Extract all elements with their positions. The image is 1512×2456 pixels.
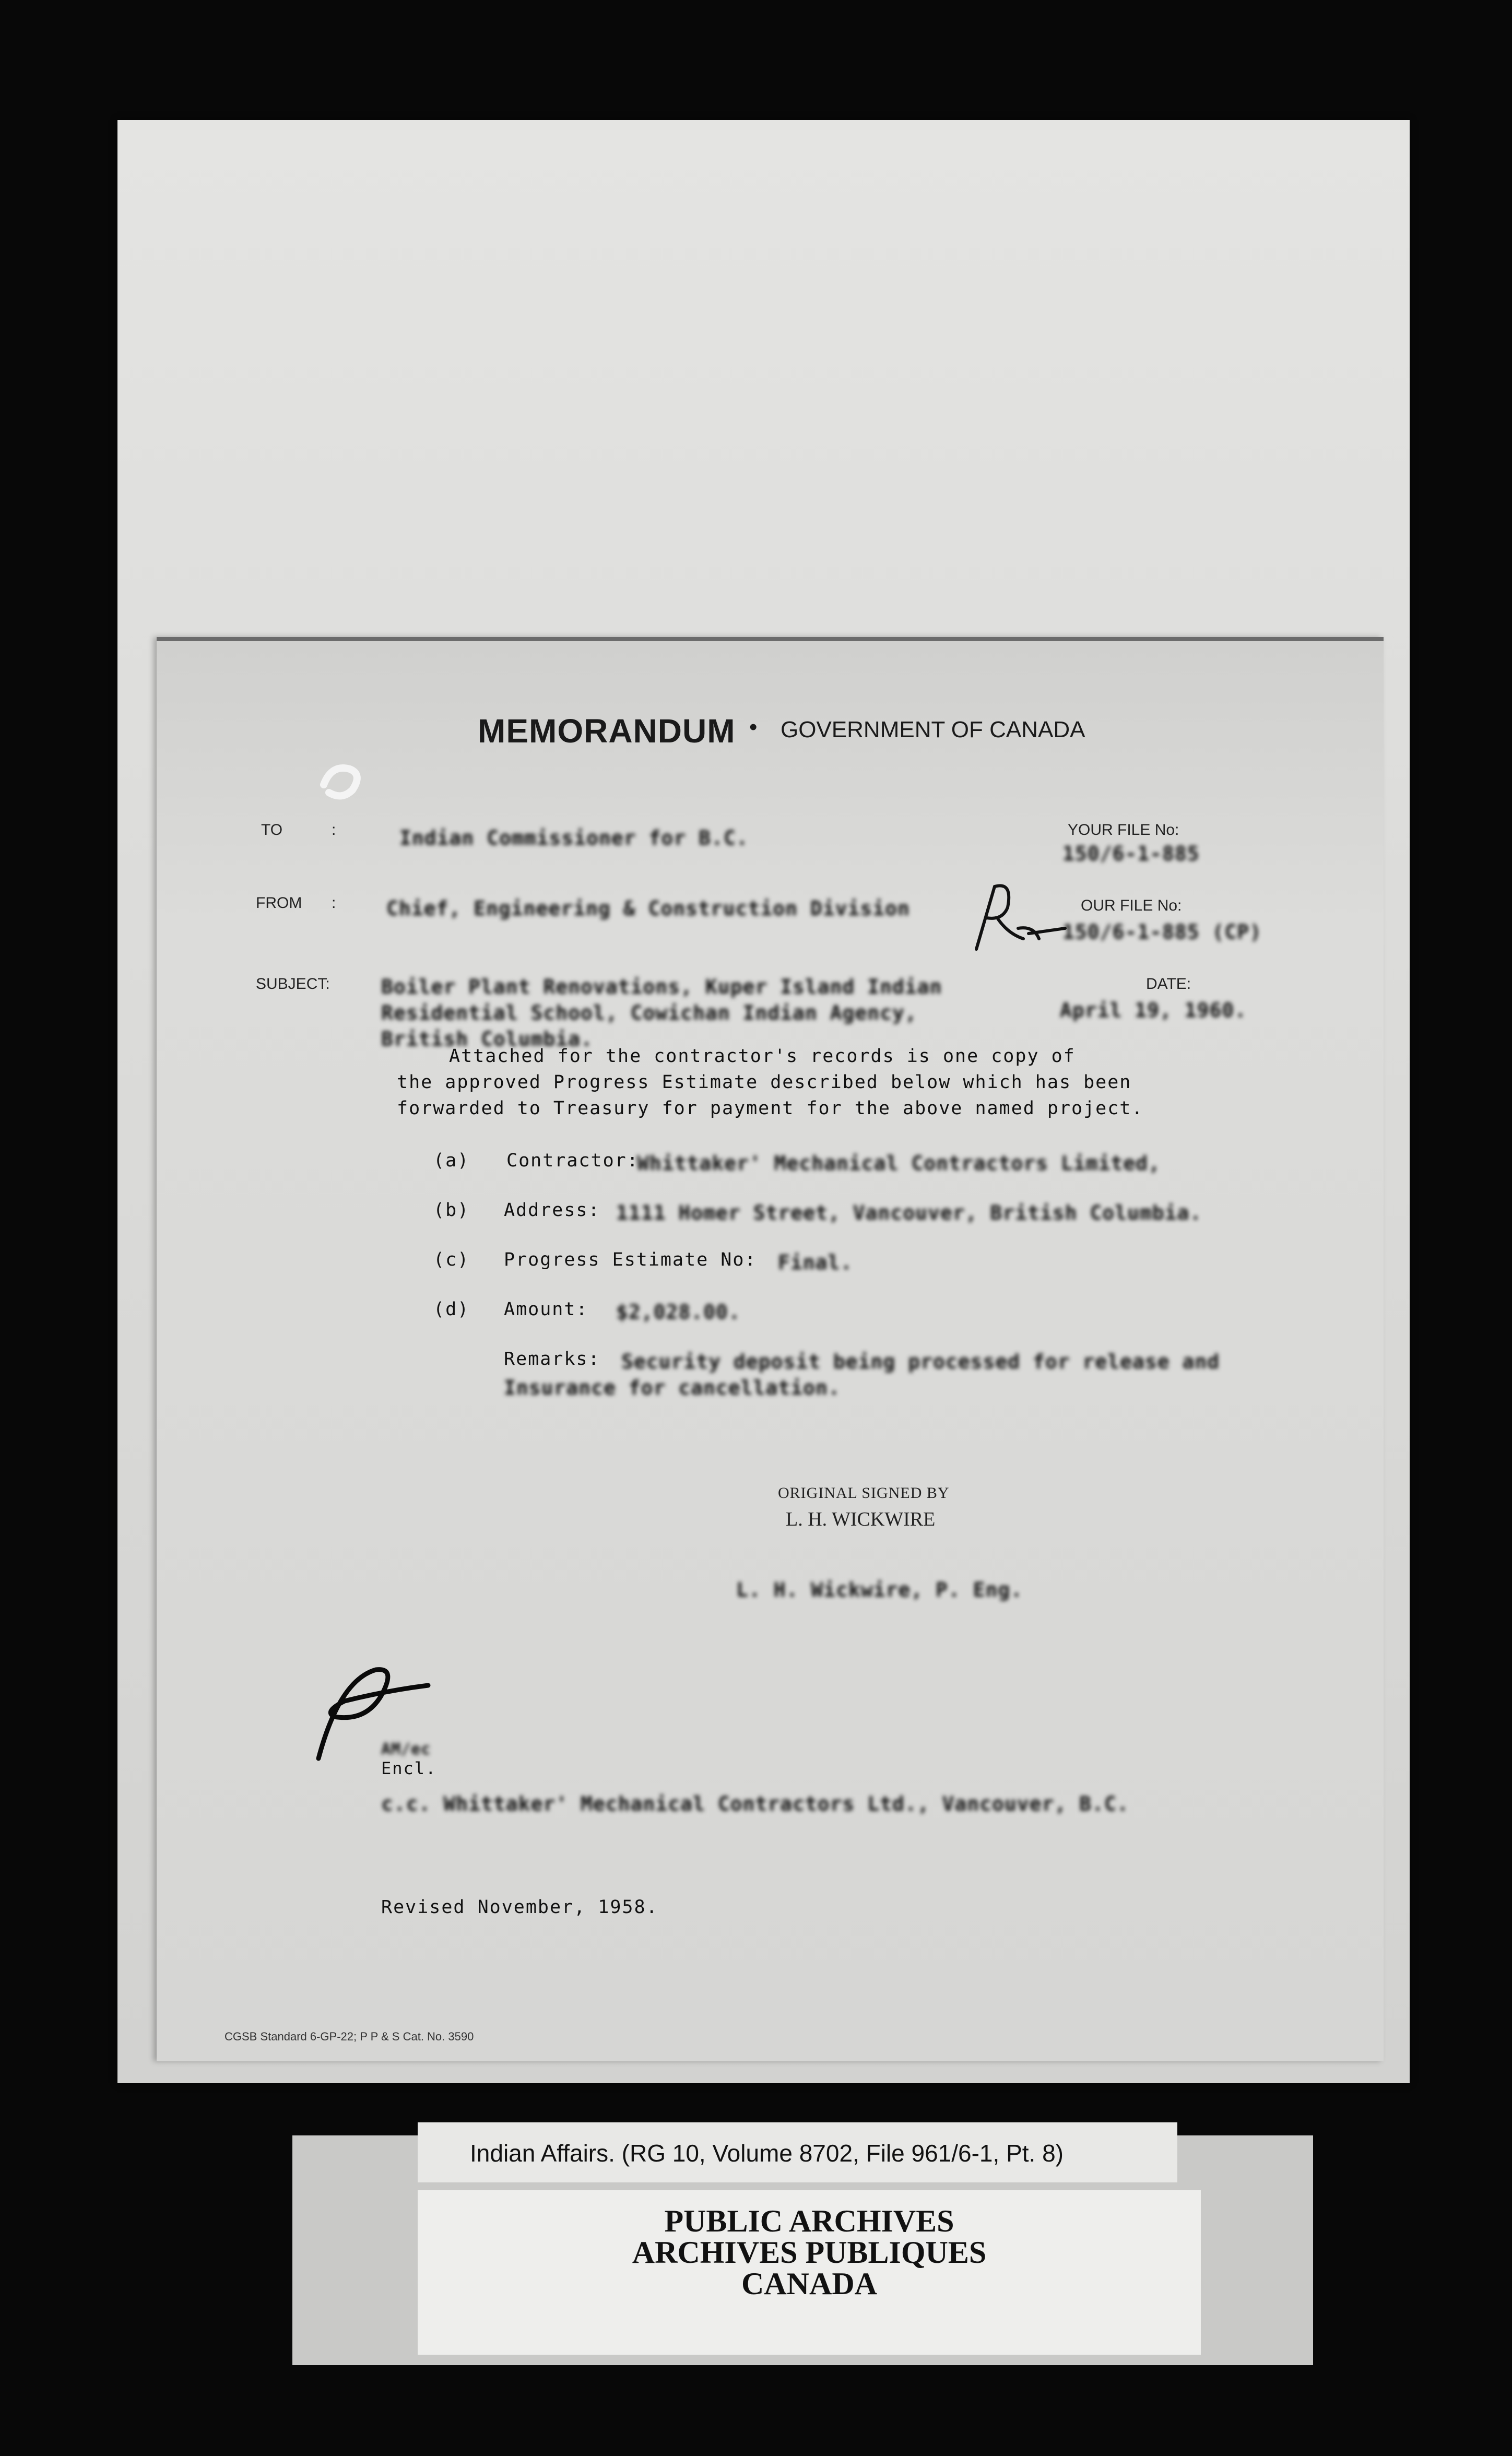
subject-label: SUBJECT:: [256, 975, 330, 993]
subject-line-1: Boiler Plant Renovations, Kuper Island Indian: [381, 975, 942, 998]
item-c-label: Progress Estimate No:: [504, 1249, 757, 1270]
revised-line: Revised November, 1958.: [381, 1897, 658, 1918]
body-line-2: the approved Progress Estimate described below which has been: [397, 1072, 1132, 1093]
address-value: 1111 Homer Street, Vancouver, British Columbia.: [616, 1201, 1202, 1224]
archive-reference-strip: [418, 2122, 1177, 2182]
clip-mark-icon: [313, 748, 376, 806]
estimate-no-value: Final.: [778, 1251, 853, 1274]
item-d-label: Amount:: [504, 1299, 588, 1320]
subject-line-2: Residential School, Cowichan Indian Agency,: [381, 1001, 917, 1024]
form-number: CGSB Standard 6-GP-22; P P & S Cat. No. 3590: [225, 2030, 474, 2043]
remarks-line-1: Security deposit being processed for release and: [621, 1350, 1220, 1373]
from-label: FROM: [256, 894, 302, 912]
initials: AM/ec: [381, 1740, 431, 1758]
subject-line-3: British Columbia.: [381, 1028, 593, 1050]
item-d-marker: (d): [433, 1299, 470, 1320]
contractor-value: Whittaker' Mechanical Contractors Limited,: [637, 1152, 1161, 1175]
archive-line-3: CANADA: [741, 2266, 877, 2301]
archive-line-2: ARCHIVES PUBLIQUES: [632, 2235, 987, 2270]
remarks-label: Remarks:: [504, 1349, 600, 1369]
remarks-line-2: Insurance for cancellation.: [504, 1376, 841, 1399]
memo-heading: MEMORANDUM: [478, 712, 736, 750]
item-c-marker: (c): [433, 1249, 470, 1270]
archive-stamp: [418, 2190, 1201, 2355]
handwritten-initial-icon: [966, 876, 1070, 954]
item-b-marker: (b): [433, 1200, 470, 1221]
body-line-3: forwarded to Treasury for payment for the above named project.: [397, 1098, 1144, 1119]
encl-label: Encl.: [381, 1758, 437, 1778]
signed-line-1: ORIGINAL SIGNED BY: [778, 1484, 950, 1502]
typed-signature: L. H. Wickwire, P. Eng.: [736, 1578, 1023, 1601]
body-line-1: Attached for the contractor's records is one copy of: [449, 1046, 1076, 1067]
our-file-value: 150/6-1-885 (CP): [1062, 920, 1262, 943]
item-a-marker: (a): [433, 1150, 470, 1171]
government-heading: GOVERNMENT OF CANADA: [781, 717, 1085, 742]
item-b-label: Address:: [504, 1200, 600, 1221]
your-file-value: 150/6-1-885: [1062, 842, 1200, 865]
from-value: Chief, Engineering & Construction Division: [386, 897, 910, 920]
our-file-label: OUR FILE No:: [1081, 897, 1182, 914]
to-colon: :: [332, 821, 336, 839]
cc-line: c.c. Whittaker' Mechanical Contractors Ltd., Vancouver, B.C.: [381, 1792, 1129, 1815]
from-colon: :: [332, 894, 336, 912]
your-file-label: YOUR FILE No:: [1068, 821, 1179, 839]
heading-bullet: •: [749, 714, 758, 740]
signed-line-2: L. H. WICKWIRE: [786, 1508, 936, 1530]
amount-value: $2,028.00.: [616, 1301, 741, 1324]
date-value: April 19, 1960.: [1060, 999, 1247, 1022]
to-label: TO: [261, 821, 283, 839]
to-value: Indian Commissioner for B.C.: [399, 826, 749, 849]
date-label: DATE:: [1146, 975, 1191, 993]
archive-line-1: PUBLIC ARCHIVES: [664, 2204, 954, 2238]
memorandum-page: [157, 637, 1384, 2061]
item-a-label: Contractor:: [506, 1150, 639, 1171]
archive-reference: Indian Affairs. (RG 10, Volume 8702, File 961/6-1, Pt. 8): [470, 2140, 1064, 2167]
